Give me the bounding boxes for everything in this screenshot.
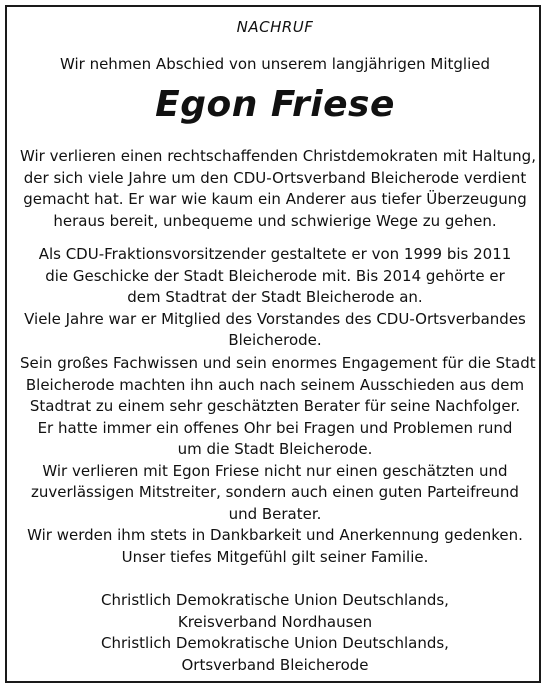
deceased-name: Egon Friese <box>155 84 395 125</box>
text-line: Wir verlieren mit Egon Friese nicht nur einen geschätzten und <box>42 461 508 480</box>
paragraph-appreciation <box>20 353 536 547</box>
notice-heading: NACHRUF <box>236 18 314 36</box>
signature-line: Ortsverband Bleicherode <box>181 655 369 674</box>
text-line: Er hatte immer ein offenes Ohr bei Fragen und Problemen rund <box>37 418 513 437</box>
text-line: die Geschicke der Stadt Bleicherode mit. Bis 2014 gehörte er <box>45 266 505 285</box>
text-line: und Berater. <box>228 504 322 523</box>
text-line: Bleicherode machten ihn auch nach seinem Ausschieden aus dem <box>25 375 525 394</box>
intro-line: Wir nehmen Abschied von unserem langjährigen Mitglied <box>59 55 491 73</box>
text-line: gemacht hat. Er war wie kaum ein Anderer aus tiefer Überzeugung <box>23 190 527 208</box>
signature-line: Christlich Demokratische Union Deutschlands, <box>101 634 449 652</box>
signature-block <box>0 590 550 676</box>
condolence-line: Unser tiefes Mitgefühl gilt seiner Familie. <box>121 548 429 566</box>
text-line: Wir werden ihm stets in Dankbarkeit und Anerkennung gedenken. <box>27 526 523 544</box>
text-line: dem Stadtrat der Stadt Bleicherode an. <box>127 288 423 306</box>
text-line: heraus bereit, unbequeme und schwierige Wege zu gehen. <box>53 211 497 230</box>
text-line: Viele Jahre war er Mitglied des Vorstandes des CDU-Ortsverbandes <box>24 309 526 328</box>
text-line: Sein großes Fachwissen und sein enormes Engagement für die Stadt <box>20 354 536 372</box>
paragraph-tribute <box>20 146 536 232</box>
text-line: Stadtrat zu einem sehr geschätzten Berater für seine Nachfolger. <box>29 397 521 415</box>
text-line: Als CDU-Fraktionsvorsitzender gestaltete er von 1999 bis 2011 <box>38 245 512 263</box>
paragraph-career <box>20 244 530 352</box>
text-line: der sich viele Jahre um den CDU-Ortsverband Bleicherode verdient <box>23 168 527 187</box>
signature-line: Christlich Demokratische Union Deutschlands, <box>101 591 449 609</box>
text-line: zuverlässigen Mitstreiter, sondern auch einen guten Parteifreund <box>31 483 519 501</box>
text-line: um die Stadt Bleicherode. <box>177 440 373 458</box>
text-line: Wir verlieren einen rechtschaffenden Christdemokraten mit Haltung, <box>20 147 536 165</box>
text-line: Bleicherode. <box>228 331 322 349</box>
signature-line: Kreisverband Nordhausen <box>177 612 373 631</box>
